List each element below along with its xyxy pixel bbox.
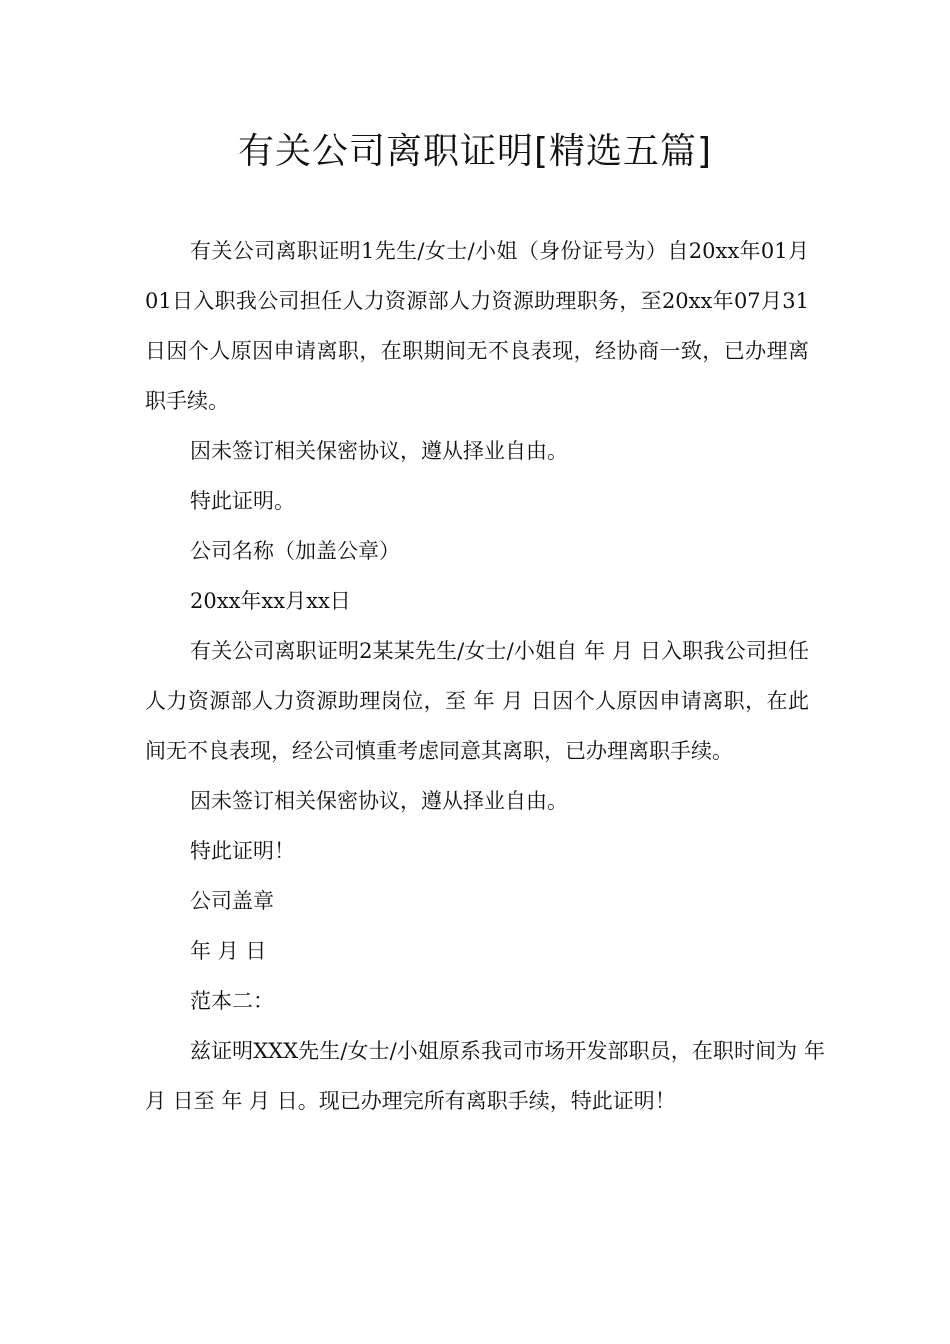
paragraph-date-2: 年 月 日: [190, 939, 267, 963]
document-title: 有关公司离职证明[精选五篇]: [237, 131, 713, 172]
paragraph-certificate-2: 有关公司离职证明2某某先生/女士/小姐自 年 月 日入职我公司担任人力资源部人力资源助理岗位，至 年 月 日因个人原因申请离职，在此间无不良表现，经公司慎重考虑同意其离职，已办理离职手续。: [145, 639, 809, 763]
paragraph-template-heading: 范本二：: [190, 989, 274, 1013]
paragraph-certificate-1: 有关公司离职证明1先生/女士/小姐（身份证号为）自20xx年01月01日入职我公司担任人力资源部人力资源助理职务，至20xx年07月31日因个人原因申请离职，在职期间无不良表现，经协商一致，已办理离职手续。: [145, 239, 809, 413]
paragraph-company-seal: 公司盖章: [190, 889, 274, 913]
paragraph-hereby-certify-1: 特此证明。: [190, 489, 295, 513]
paragraph-hereby-certify-2: 特此证明！: [190, 839, 295, 863]
paragraph-confidentiality-2: 因未签订相关保密协议，遵从择业自由。: [190, 789, 568, 813]
paragraph-confidentiality-1: 因未签订相关保密协议，遵从择业自由。: [190, 439, 568, 463]
paragraph-date-1: 20xx年xx月xx日: [190, 589, 351, 613]
paragraph-company-name: 公司名称（加盖公章）: [190, 539, 400, 563]
paragraph-certificate-3: 兹证明XXX先生/女士/小姐原系我司市场开发部职员，在职时间为 年 月 日至 年 月 日。现已办理完所有离职手续，特此证明！: [145, 1039, 825, 1113]
document-body: [145, 226, 825, 1126]
